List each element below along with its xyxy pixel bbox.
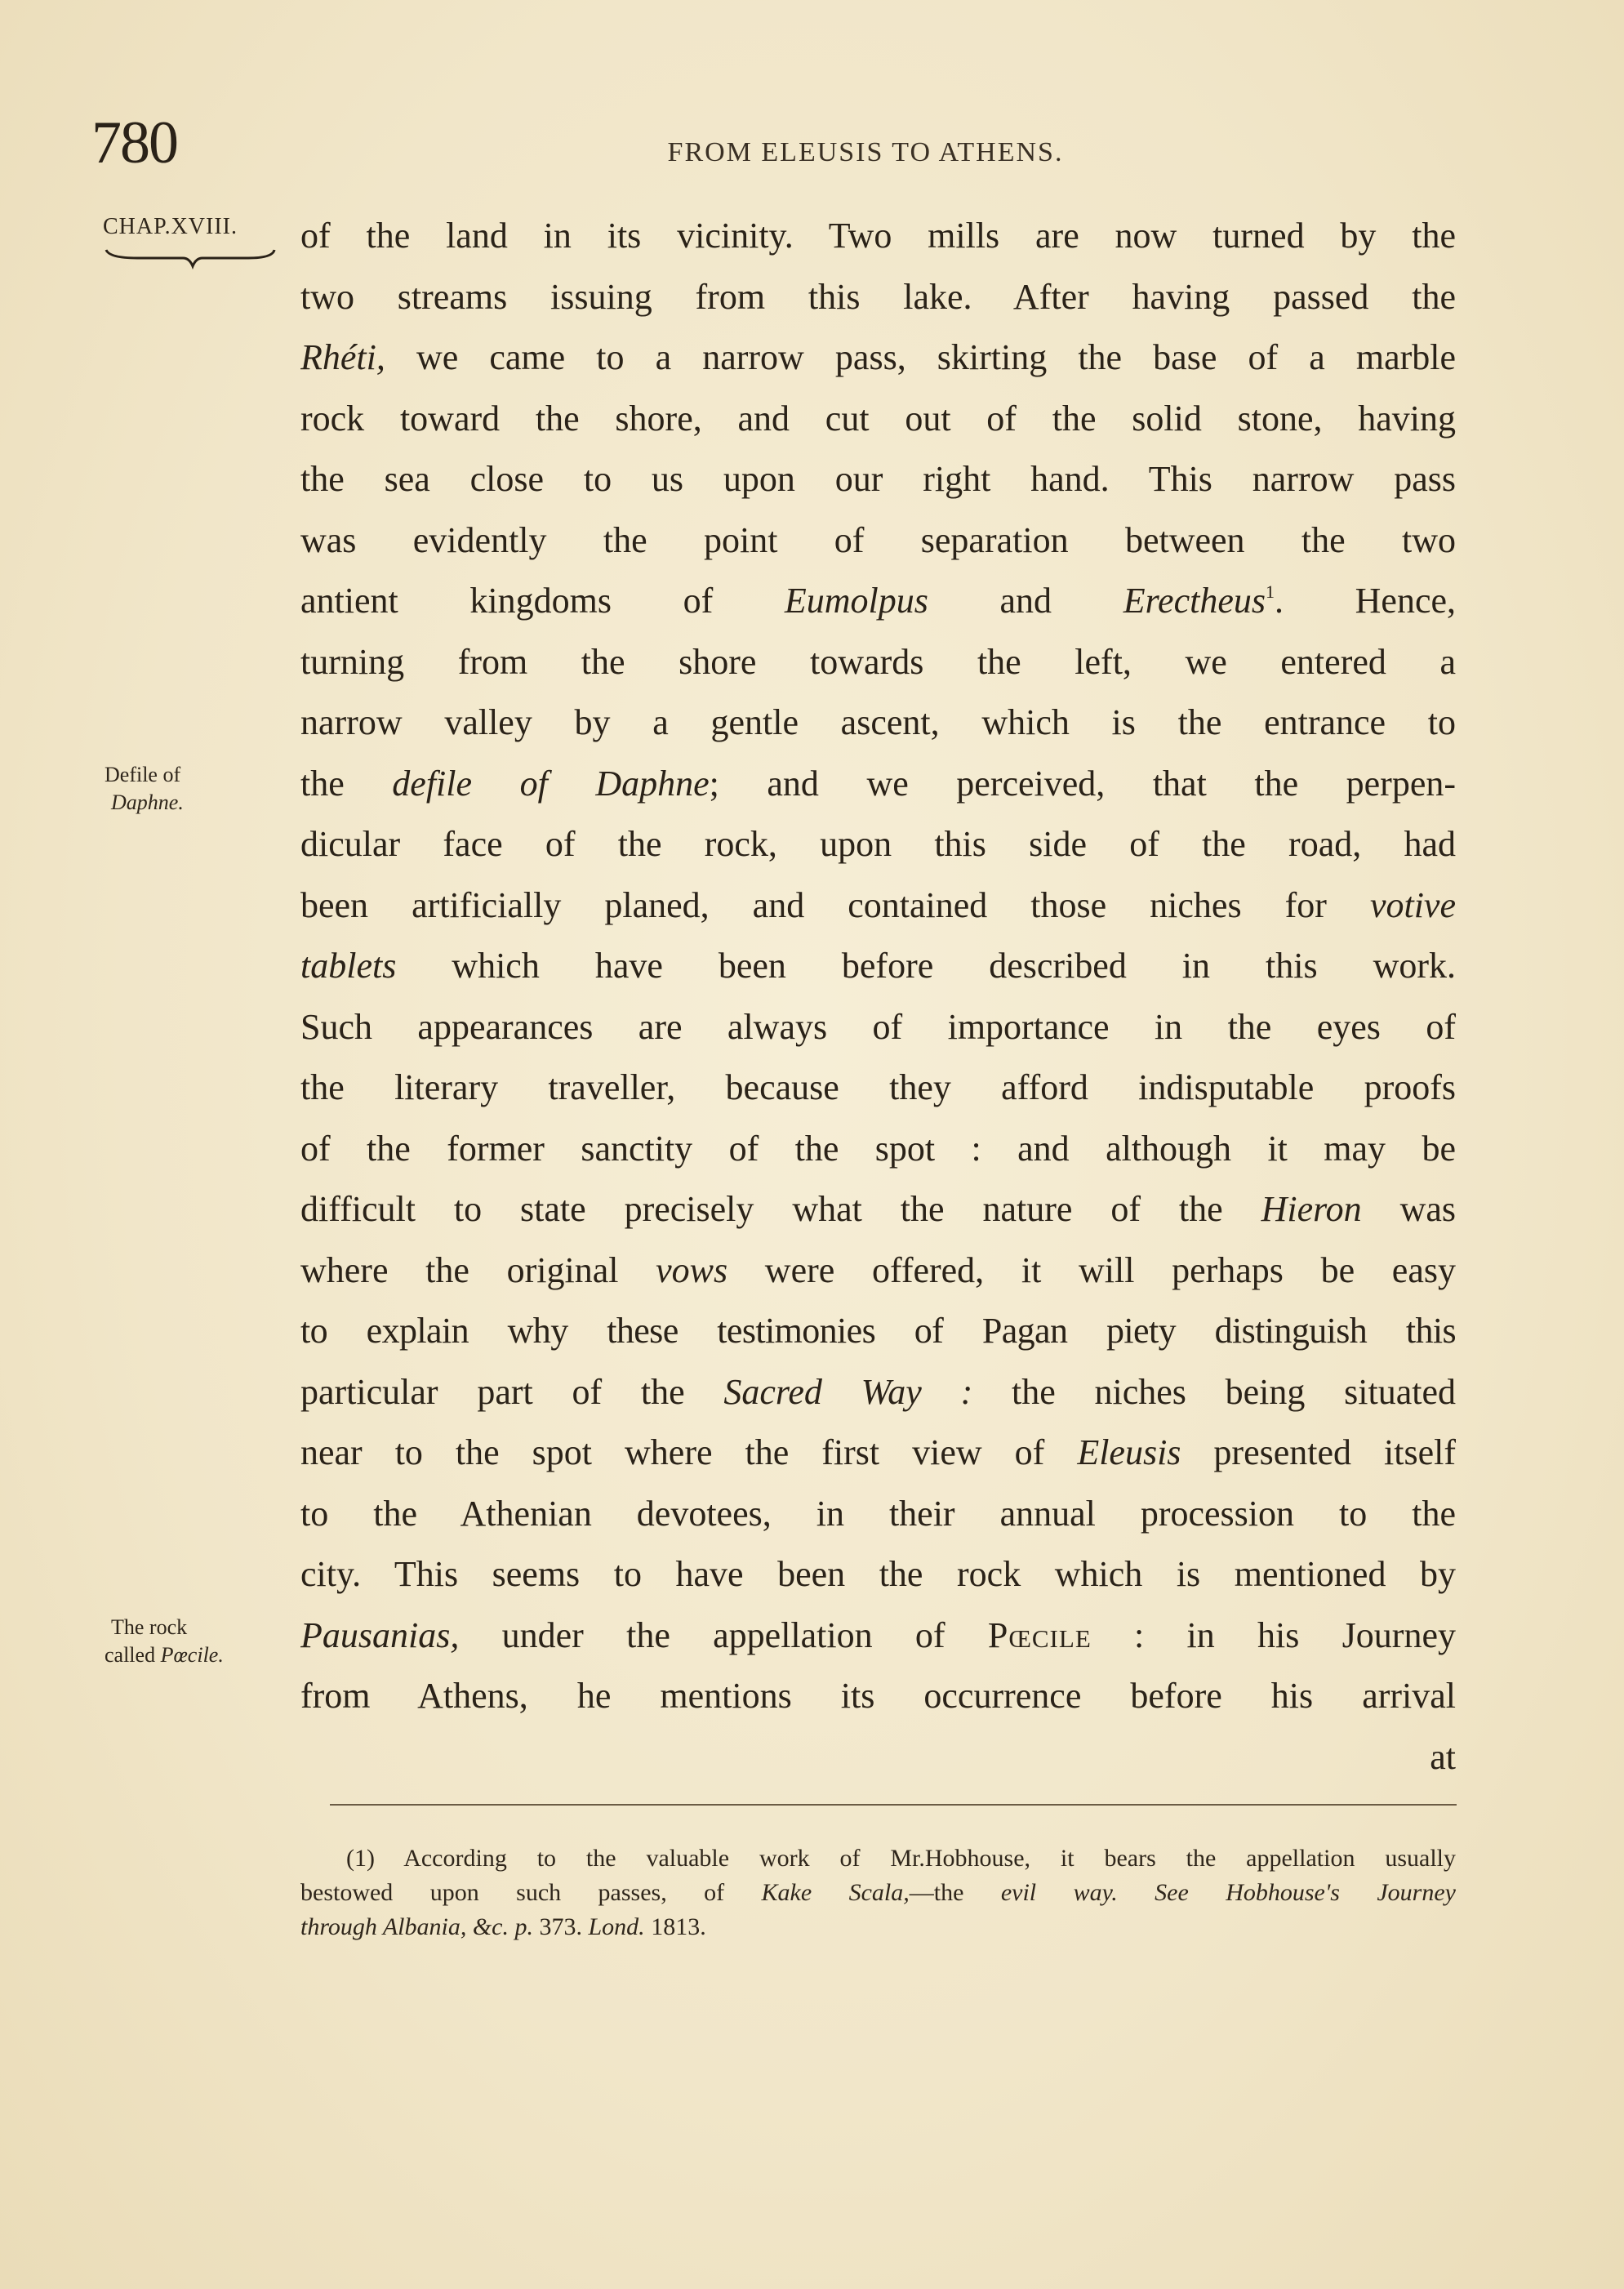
text-line: city. This seems to have been the rock which is mentioned by (300, 1554, 1456, 1594)
text-line (300, 571, 1456, 632)
text-span: particular part of the (300, 1371, 724, 1412)
italic-term: Eumolpus (784, 581, 928, 621)
text-line (300, 1179, 1456, 1240)
text-span: : in his Journey (1091, 1614, 1456, 1655)
text-span: we came to a narrow pass, skirting the base of a marble (385, 337, 1456, 377)
text-span: ; and we perceived, that the perpen- (709, 763, 1456, 804)
text-span: was (1361, 1189, 1456, 1229)
text-line: was evidently the point of separation between the two (300, 519, 1456, 560)
text-line: narrow valley by a gentle ascent, which is the entrance to (300, 702, 1456, 742)
margin-note-defile (105, 761, 184, 817)
text-span: difficult to state precisely what the nature of the (300, 1189, 1261, 1229)
text-line (300, 1240, 1456, 1302)
margin-note-plain: called (105, 1643, 161, 1667)
text-line (300, 327, 1456, 389)
text-line: of the land in its vicinity. Two mills are now turned by the (300, 216, 1456, 256)
text-line: dicular face of the rock, upon this side of the road, had (300, 824, 1456, 864)
footnote-rule (330, 1804, 1457, 1806)
text-line: the sea close to us upon our right hand. This narrow pass (300, 459, 1456, 499)
text-span: presented itself (1181, 1432, 1456, 1472)
italic-term: Erectheus (1123, 581, 1266, 621)
text-line (300, 936, 1456, 997)
italic-term: Sacred Way : (723, 1371, 973, 1412)
text-line (300, 754, 1456, 815)
italic-term: Lond. (588, 1913, 645, 1940)
text-line: Such appearances are always of importance in the eyes of (300, 1006, 1456, 1047)
chapter-brace-ornament (105, 245, 276, 269)
text-span: bestowed upon such passes, of (300, 1879, 762, 1906)
text-span (1118, 1879, 1155, 1906)
italic-term: See Hobhouse's Journey (1155, 1879, 1456, 1906)
text-span: which have been before described in this work. (396, 946, 1456, 986)
margin-note-line (105, 789, 184, 817)
margin-note-rock (105, 1614, 224, 1669)
text-line: rock toward the shore, and cut out of the solid stone, having (300, 398, 1456, 439)
footnote-marker: 1 (1266, 581, 1275, 602)
text-span: the (300, 763, 393, 804)
italic-term: Pausanias, (300, 1614, 460, 1655)
footnote-line (300, 1876, 1456, 1910)
italic-term: tablets (300, 946, 397, 986)
text-span: where the original (300, 1249, 656, 1290)
text-span: antient kingdoms of (300, 581, 785, 621)
text-span: . Hence, (1275, 581, 1456, 621)
text-line (300, 875, 1456, 937)
text-line (300, 1605, 1456, 1667)
footnote-line: (1) According to the valuable work of Mr.Hobhouse, it bears the appellation usually (346, 1845, 1456, 1872)
catchword: at (1430, 1736, 1456, 1777)
text-span: —the (909, 1879, 1001, 1906)
italic-term: through Albania, &c. p. (300, 1913, 533, 1940)
italic-term: vows (656, 1249, 728, 1290)
text-span: been artificially planed, and contained those niches for (300, 884, 1370, 925)
text-span: near to the spot where the first view of (300, 1432, 1078, 1472)
margin-note-line: Defile of (105, 763, 181, 786)
text-line: of the former sanctity of the spot : and although it may be (300, 1128, 1456, 1169)
text-line: to explain why these testimonies of Pagan piety distinguish this (300, 1311, 1456, 1351)
text-span: 1813. (644, 1913, 706, 1940)
text-line: from Athens, he mentions its occurrence before his arrival (300, 1676, 1456, 1716)
italic-term: Kake Scala, (761, 1879, 910, 1906)
page-number: 780 (91, 109, 177, 176)
small-caps-term: Pœcile (987, 1614, 1092, 1655)
italic-term: Rhéti, (300, 337, 385, 377)
footnote (300, 1841, 1456, 1944)
text-span: were offered, it will perhaps be easy (727, 1249, 1456, 1290)
italic-term: defile of Daphne (392, 763, 710, 804)
text-line: two streams issuing from this lake. After having passed the (300, 276, 1456, 317)
margin-note-line: The rock (111, 1615, 188, 1639)
italic-term: Eleusis (1077, 1432, 1181, 1472)
text-line: turning from the shore towards the left, we entered a (300, 641, 1456, 682)
text-span: the niches being situated (972, 1371, 1456, 1412)
margin-note-italic: Pœcile. (160, 1643, 224, 1667)
margin-note-line (105, 1641, 224, 1669)
text-line (300, 1362, 1456, 1423)
chapter-label: CHAP.XVIII. (103, 214, 238, 239)
text-span: 373. (533, 1913, 589, 1940)
italic-term: votive (1369, 884, 1456, 925)
margin-note-italic: Daphne. (111, 790, 184, 814)
running-head: FROM ELEUSIS TO ATHENS. (667, 137, 1064, 167)
text-span: under the appellation of (459, 1614, 988, 1655)
main-text (300, 206, 1456, 1788)
text-line: to the Athenian devotees, in their annual procession to the (300, 1493, 1456, 1534)
text-line (300, 1423, 1456, 1484)
text-span: and (928, 581, 1123, 621)
italic-term: evil way. (1000, 1879, 1118, 1906)
italic-term: Hieron (1261, 1189, 1362, 1229)
text-line: the literary traveller, because they afford indisputable proofs (300, 1067, 1456, 1107)
footnote-line (300, 1910, 1456, 1944)
